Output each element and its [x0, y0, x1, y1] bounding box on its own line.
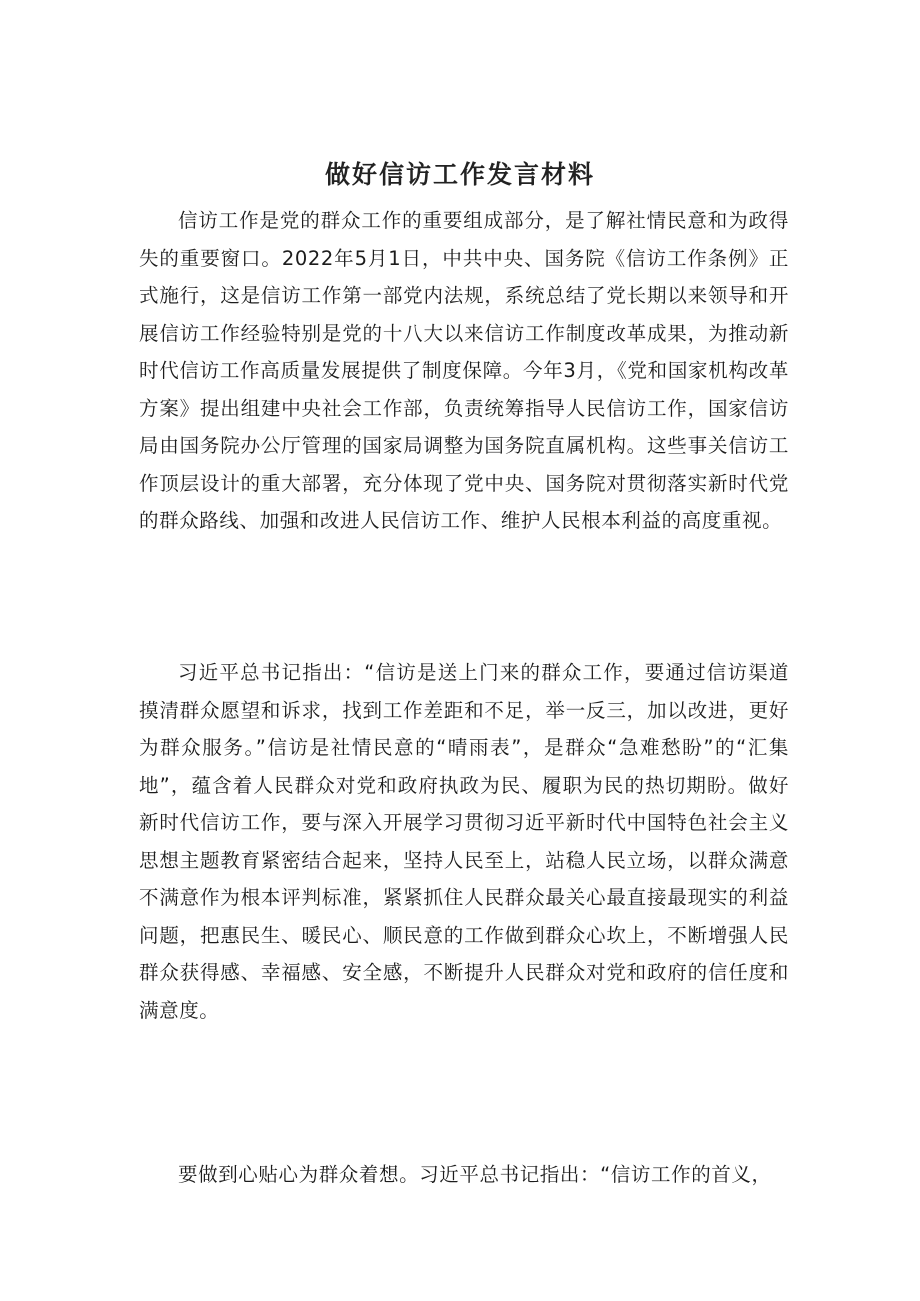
paragraph-2: 习近平总书记指出：“信访是送上门来的群众工作，要通过信访渠道摸清群众愿望和诉求，找到工作差距和不足，举一反三，加以改进，更好为群众服务。”信访是社情民意的“晴雨表”，是群众“急难愁盼”的“汇集地”，蕴含着人民群众对党和政府执政为民、履职为民的热切期盼。做好新时代信访工作，要与深入开展学习贯彻习近平新时代中国特色社会主义思想主题教育紧密结合起来，坚持人民至上，站稳人民立场，以群众满意不满意作为根本评判标准，紧紧抓住人民群众最关心最直接最现实的利益问题，把惠民生、暖民心、顺民意的工作做到群众心坎上，不断增强人民群众获得感、幸福感、安全感，不断提升人民群众对党和政府的信任度和满意度。	[139, 661, 789, 1022]
paragraph-1: 信访工作是党的群众工作的重要组成部分，是了解社情民意和为政得失的重要窗口。2022年5月1日，中共中央、国务院《信访工作条例》正式施行，这是信访工作第一部党内法规，系统总结了党长期以来领导和开展信访工作经验特别是党的十八大以来信访工作制度改革成果，为推动新时代信访工作高质量发展提供了制度保障。今年3月，《党和国家机构改革方案》提出组建中央社会工作部，负责统筹指导人民信访工作，国家信访局由国务院办公厅管理的国家局调整为国务院直属机构。这些事关信访工作顶层设计的重大部署，充分体现了党中央、国务院对贯彻落实新时代党的群众路线、加强和改进人民信访工作、维护人民根本利益的高度重视。	[139, 209, 789, 532]
document-title: 做好信访工作发言材料	[324, 159, 595, 189]
paragraph-3: 要做到心贴心为群众着想。习近平总书记指出：“信访工作的首义，	[178, 1163, 772, 1186]
